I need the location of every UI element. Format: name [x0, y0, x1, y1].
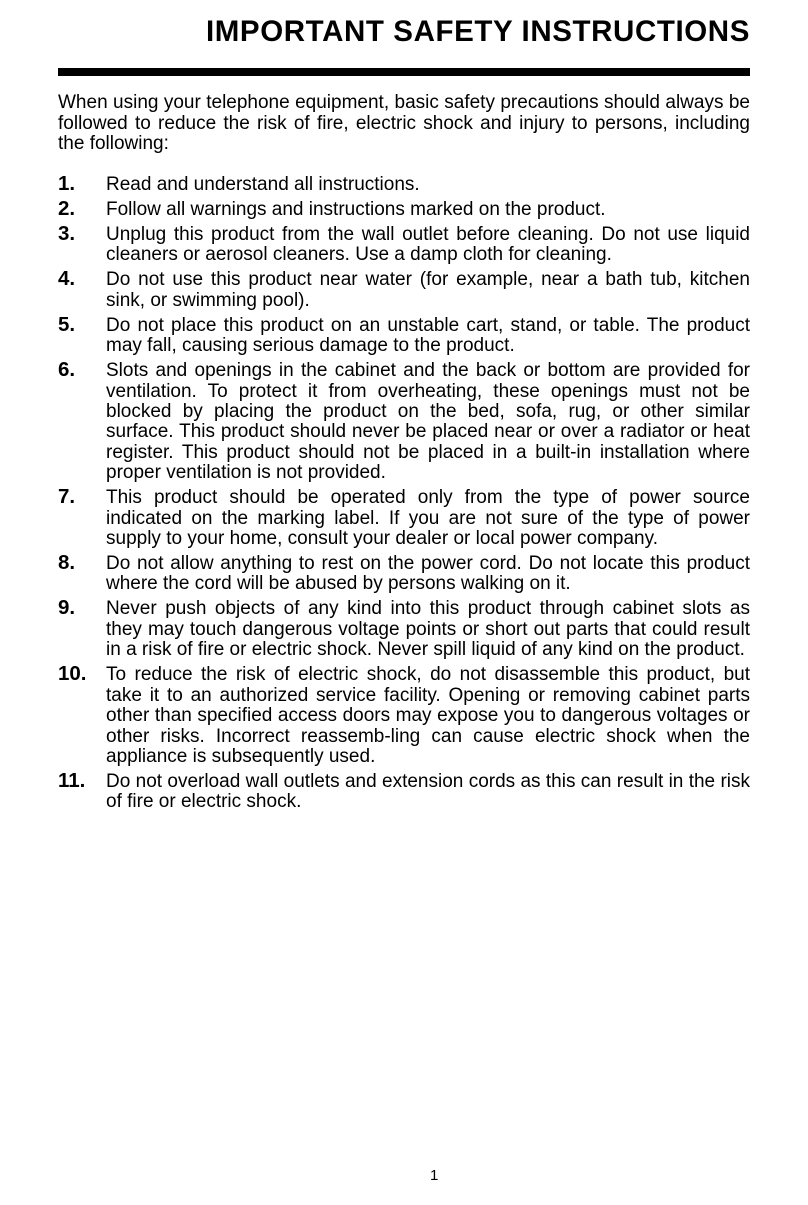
item-text: To reduce the risk of electric shock, do not disassemble this product, but take it to an authorized service facility. Opening or removing cabinet parts other than specified access doors may expose you to dangerous voltages or other risks. Incorrect reassemb-ling can cause electric shock when the appliance is subsequently used. [106, 664, 750, 767]
document-page [58, 0, 750, 1205]
list-item [58, 267, 750, 311]
item-number: 10. [58, 662, 87, 686]
list-item [58, 197, 750, 220]
intro-paragraph: When using your telephone equipment, basic safety precautions should always be followed to reduce the risk of fire, electric shock and injury to persons, including the following: [58, 92, 750, 154]
item-number: 7. [58, 485, 76, 509]
title-rule [58, 68, 750, 76]
item-number: 8. [58, 551, 76, 575]
item-text: Unplug this product from the wall outlet before cleaning. Do not use liquid cleaners or aerosol cleaners. Use a damp cloth for cleaning. [106, 224, 750, 266]
item-number: 9. [58, 596, 76, 620]
list-item [58, 312, 750, 357]
item-text: This product should be operated only from the type of power source indicated on the marking label. If you are not sure of the type of power supply to your home, consult your dealer or local power company. [106, 487, 750, 550]
item-number: 3. [58, 222, 76, 245]
item-number: 5. [58, 312, 76, 336]
list-item [58, 172, 750, 195]
item-number: 2. [58, 197, 76, 220]
list-item [58, 485, 750, 550]
page-title: IMPORTANT SAFETY INSTRUCTIONS [205, 15, 750, 48]
list-item [58, 222, 750, 266]
item-text: Do not place this product on an unstable cart, stand, or table. The product may fall, causing serious damage to the product. [106, 314, 750, 357]
page-number: 1 [430, 1167, 439, 1184]
item-text: Slots and openings in the cabinet and the back or bottom are provided for ventilation. To protect it from overheating, these openings must not be blocked by placing the product on the bed, sofa, rug, or other similar surface. This product should never be placed near or over a radiator or heat register. This product should not be placed in a built-in installation where proper ventilation is not provided. [106, 360, 750, 484]
list-item [58, 768, 750, 813]
item-text: Do not use this product near water (for example, near a bath tub, kitchen sink, or swimming pool). [106, 269, 750, 311]
item-number: 1. [58, 172, 76, 195]
list-item [58, 358, 750, 484]
instructions-list [58, 172, 750, 817]
item-text: Never push objects of any kind into this product through cabinet slots as they may touch dangerous voltage points or short out parts that could result in a risk of fire or electric shock. Never spill liquid of any kind on the product. [106, 598, 750, 661]
item-number: 11. [58, 768, 86, 792]
item-number: 6. [58, 358, 76, 382]
item-text: Do not allow anything to rest on the power cord. Do not locate this product where the cord will be abused by persons walking on it. [106, 553, 750, 595]
list-item [58, 662, 750, 767]
item-text: Read and understand all instructions. [106, 174, 420, 195]
list-item [58, 551, 750, 595]
list-item [58, 596, 750, 661]
item-text: Follow all warnings and instructions marked on the product. [106, 199, 606, 220]
item-number: 4. [58, 267, 76, 291]
item-text: Do not overload wall outlets and extension cords as this can result in the risk of fire or electric shock. [106, 770, 750, 813]
